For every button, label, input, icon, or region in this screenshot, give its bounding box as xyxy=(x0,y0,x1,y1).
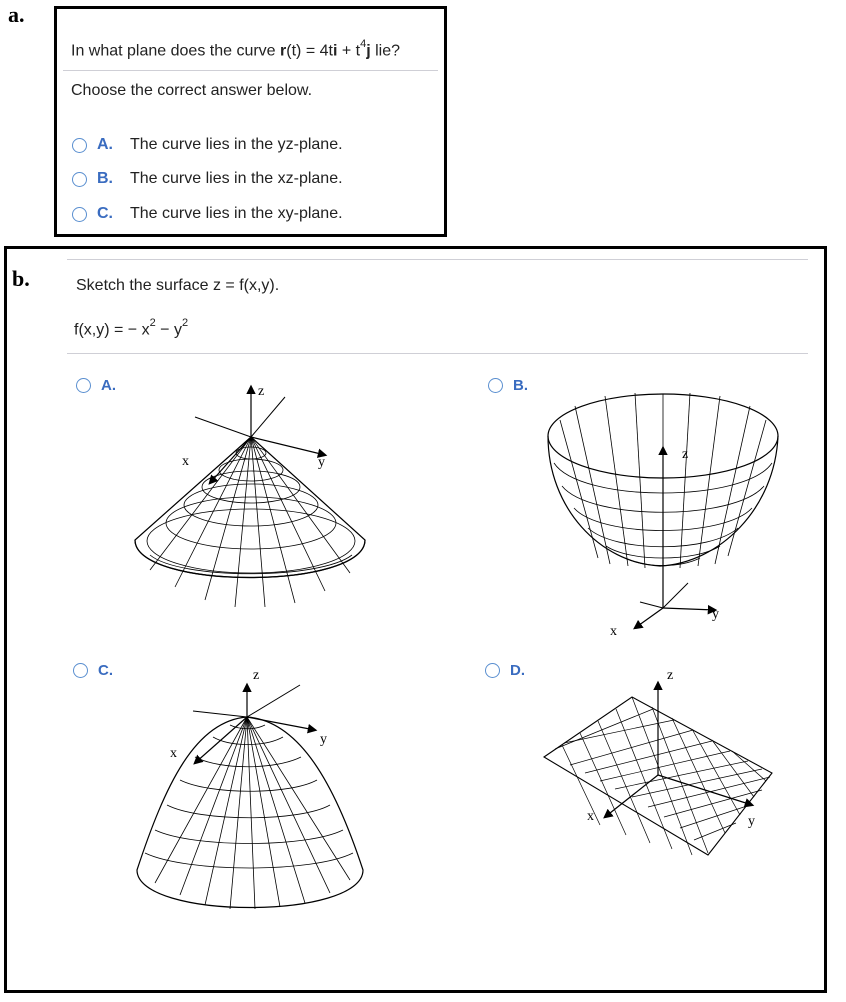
z-axis-label: z xyxy=(667,668,674,683)
radio-button[interactable] xyxy=(76,378,91,393)
radio-button[interactable] xyxy=(72,138,87,153)
option-c[interactable]: C. The curve lies in the xy-plane. xyxy=(72,205,343,223)
y-axis-label: y xyxy=(318,455,325,470)
axis-line xyxy=(251,397,285,437)
x-axis-label: x xyxy=(610,624,617,639)
plot-option-c[interactable]: C. xyxy=(73,662,113,679)
axis-line xyxy=(640,602,663,608)
divider xyxy=(63,70,438,71)
plot-option-d[interactable]: D. xyxy=(485,662,525,679)
surface-plot-b[interactable] xyxy=(540,378,790,643)
z-axis-label: z xyxy=(253,668,260,683)
part-a-question-box xyxy=(54,6,447,237)
surface-plot-a[interactable] xyxy=(120,375,380,625)
option-a[interactable]: A. The curve lies in the yz-plane. xyxy=(72,136,343,154)
plot-option-a[interactable]: A. xyxy=(76,377,116,394)
divider xyxy=(67,353,808,354)
plot-option-b[interactable]: B. xyxy=(488,377,528,394)
part-a-label: a. xyxy=(8,2,25,27)
surface-plot-d[interactable] xyxy=(540,665,785,865)
radio-button[interactable] xyxy=(485,663,500,678)
x-axis-label: x xyxy=(587,809,594,824)
part-a-question: In what plane does the curve $r(t) = 4ti + t^4j$ lie? xyxy=(71,38,401,60)
radio-button[interactable] xyxy=(72,172,87,187)
y-axis xyxy=(663,608,715,610)
part-a-instruction: Choose the correct answer below. xyxy=(71,82,313,99)
radio-button[interactable] xyxy=(73,663,88,678)
axis-line xyxy=(663,583,688,608)
part-b-label: b. xyxy=(12,266,30,291)
x-axis-label: x xyxy=(182,454,189,469)
y-axis-label: y xyxy=(320,732,327,747)
y-axis-label: y xyxy=(712,607,719,622)
axis-line xyxy=(247,685,300,717)
x-axis-label: x xyxy=(170,746,177,761)
part-b-prompt: Sketch the surface z = f(x,y). xyxy=(76,277,280,294)
radio-button[interactable] xyxy=(72,207,87,222)
surface-plot-c[interactable] xyxy=(125,665,375,915)
cone-surface-mesh xyxy=(135,437,365,607)
part-b-function: f(x,y) = − $x^2 - y^2$ xyxy=(74,317,189,339)
axis-line xyxy=(195,417,251,437)
z-axis-label: z xyxy=(682,447,689,462)
option-b[interactable]: B. The curve lies in the xz-plane. xyxy=(72,170,343,188)
divider xyxy=(67,259,808,260)
z-axis-label: z xyxy=(258,384,265,399)
x-axis xyxy=(635,608,663,628)
axis-line xyxy=(193,711,247,717)
y-axis-label: y xyxy=(748,814,755,829)
radio-button[interactable] xyxy=(488,378,503,393)
